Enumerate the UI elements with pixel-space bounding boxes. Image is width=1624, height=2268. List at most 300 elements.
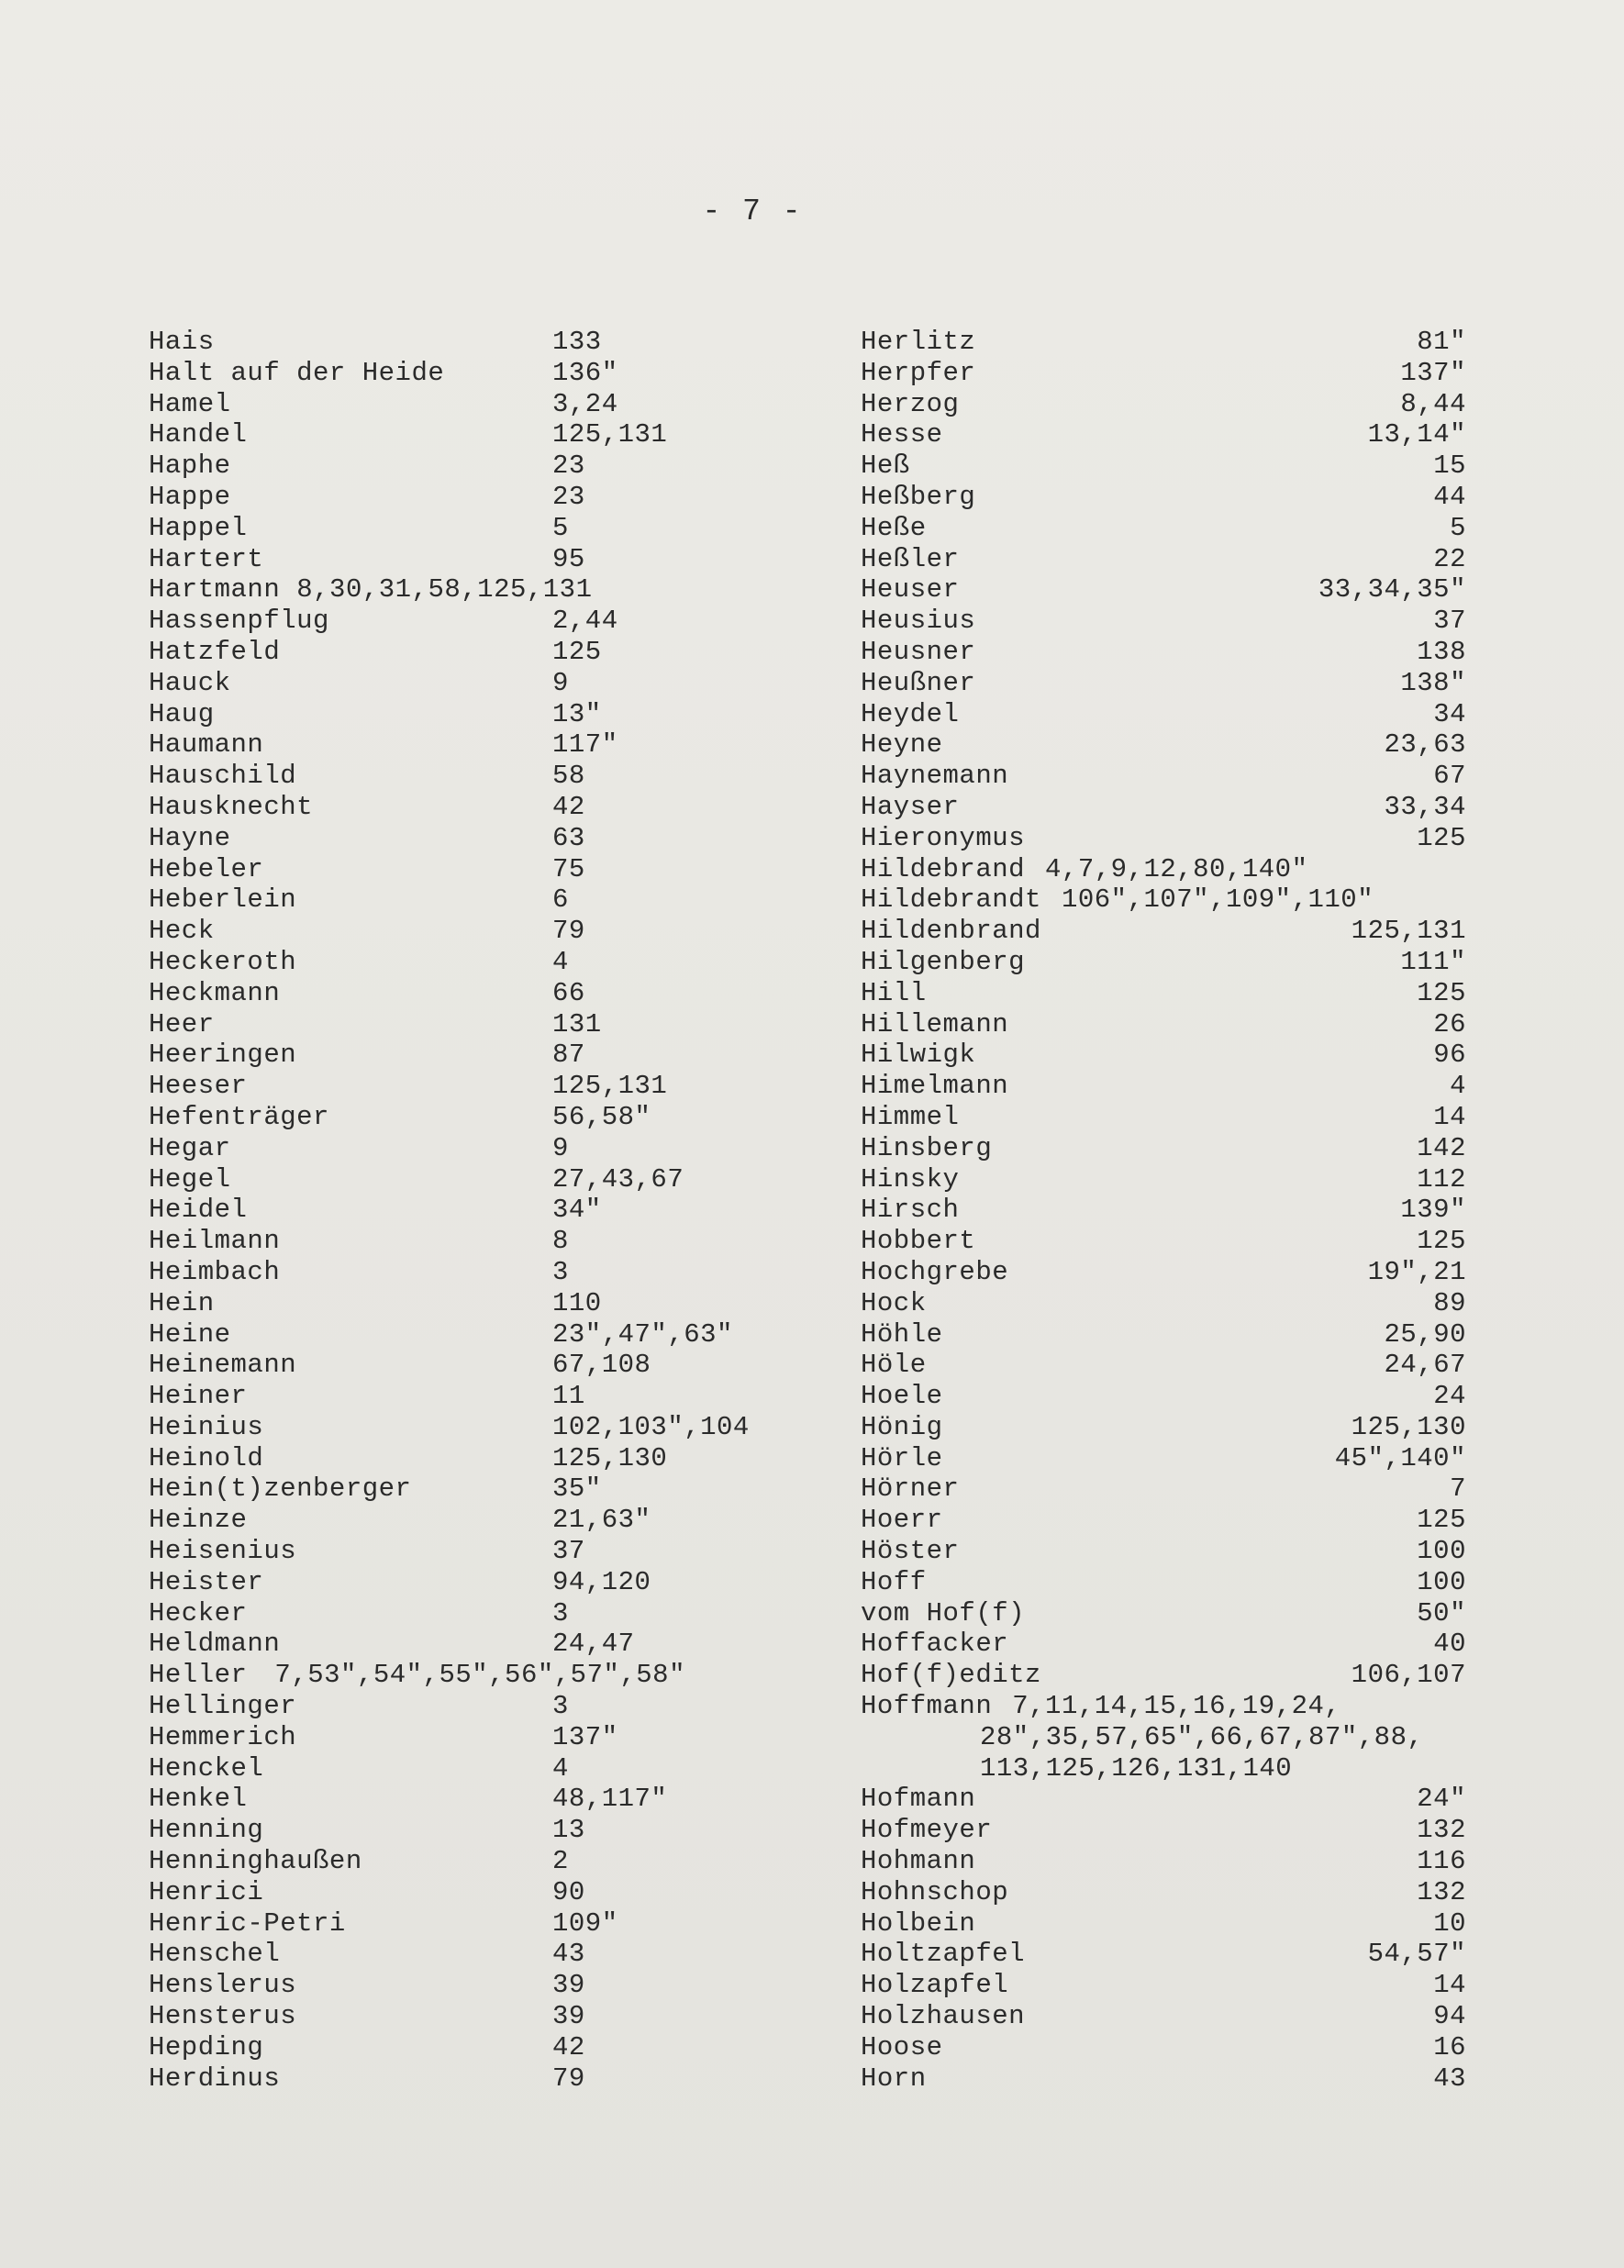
entry-name: Hayser bbox=[861, 791, 960, 822]
entry-pages: 9 bbox=[552, 667, 569, 698]
entry-pages: 24" bbox=[1417, 1784, 1466, 1815]
entry-name: Heß bbox=[861, 450, 910, 482]
entry-name: vom Hof(f) bbox=[861, 1597, 1026, 1629]
entry-name: Halt auf der Heide bbox=[149, 357, 445, 388]
entry-name: Himmel bbox=[861, 1101, 960, 1132]
entry-pages: 132 bbox=[1417, 1876, 1466, 1907]
entry-name: Höster bbox=[861, 1536, 960, 1567]
entry-name: Hillemann bbox=[861, 1008, 1009, 1040]
index-entry bbox=[861, 574, 1503, 606]
entry-pages: 11 bbox=[552, 1381, 585, 1412]
entry-pages: 67,108 bbox=[552, 1350, 651, 1381]
entry-pages-continued: 28",35,57,65",66,67,87",88, bbox=[980, 1721, 1424, 1752]
index-entry bbox=[149, 761, 828, 792]
index-entry bbox=[149, 1350, 828, 1381]
entry-name: Hoff bbox=[861, 1566, 927, 1597]
entry-pages: 54,57" bbox=[1367, 1939, 1466, 1970]
index-entry bbox=[149, 1970, 828, 2001]
entry-pages: 33,34,35" bbox=[1318, 574, 1466, 606]
entry-pages: 45",140" bbox=[1334, 1442, 1466, 1473]
entry-name: Hoose bbox=[861, 2031, 943, 2062]
entry-name: Hirsch bbox=[861, 1195, 960, 1226]
entry-pages: 25,90 bbox=[1384, 1318, 1466, 1350]
index-entry bbox=[861, 2001, 1503, 2032]
entry-pages: 14 bbox=[1433, 1970, 1466, 2001]
entry-pages: 75 bbox=[552, 853, 585, 884]
entry-pages: 4,7,9,12,80,140" bbox=[1045, 853, 1308, 884]
index-entry bbox=[149, 1288, 828, 1319]
index-entry bbox=[149, 792, 828, 823]
entry-name: Heinemann bbox=[149, 1350, 297, 1381]
index-entry bbox=[149, 419, 828, 450]
entry-pages: 132 bbox=[1417, 1815, 1466, 1846]
index-entry bbox=[149, 1226, 828, 1257]
index-entry bbox=[149, 574, 828, 606]
entry-name: Heldmann bbox=[149, 1629, 281, 1660]
index-entry bbox=[149, 1815, 828, 1846]
index-entry bbox=[861, 668, 1503, 699]
entry-pages: 22 bbox=[1433, 543, 1466, 574]
index-entry bbox=[861, 358, 1503, 389]
entry-pages: 34" bbox=[552, 1195, 602, 1226]
index-entry bbox=[149, 482, 828, 513]
entry-pages: 23,63 bbox=[1384, 729, 1466, 761]
entry-pages: 112 bbox=[1417, 1163, 1466, 1195]
index-entry bbox=[861, 513, 1503, 544]
entry-pages: 142 bbox=[1417, 1132, 1466, 1163]
entry-name: Hohnschop bbox=[861, 1876, 1009, 1907]
index-entry bbox=[861, 1691, 1503, 1722]
entry-pages: 66 bbox=[552, 977, 585, 1008]
entry-name: Holtzapfel bbox=[861, 1939, 1026, 1970]
entry-name: Hohmann bbox=[861, 1846, 976, 1877]
entry-pages: 136" bbox=[552, 357, 618, 388]
entry-name: Heiner bbox=[149, 1381, 248, 1412]
entry-name: Happel bbox=[149, 512, 248, 543]
index-entry bbox=[861, 761, 1503, 792]
entry-name: Henslerus bbox=[149, 1970, 297, 2001]
index-entry bbox=[861, 1350, 1503, 1381]
entry-pages: 40 bbox=[1433, 1629, 1466, 1660]
entry-pages: 13 bbox=[552, 1815, 585, 1846]
entry-pages: 96 bbox=[1433, 1040, 1466, 1071]
index-entry bbox=[149, 1784, 828, 1815]
entry-pages: 23 bbox=[552, 450, 585, 482]
index-entry bbox=[861, 1629, 1503, 1660]
entry-name: Heyne bbox=[861, 729, 943, 761]
entry-name: Heinze bbox=[149, 1505, 248, 1536]
entry-name: Heister bbox=[149, 1566, 264, 1597]
index-entry bbox=[861, 854, 1503, 885]
entry-pages: 79 bbox=[552, 2062, 585, 2094]
entry-pages: 90 bbox=[552, 1876, 585, 1907]
entry-pages: 42 bbox=[552, 2031, 585, 2062]
index-entry bbox=[861, 1660, 1503, 1691]
entry-pages: 110 bbox=[552, 1287, 602, 1318]
entry-pages: 42 bbox=[552, 791, 585, 822]
index-entry bbox=[861, 1009, 1503, 1040]
entry-name: Heßler bbox=[861, 543, 960, 574]
entry-pages: 24,67 bbox=[1384, 1350, 1466, 1381]
index-entry bbox=[861, 1970, 1503, 2001]
index-entry bbox=[861, 1598, 1503, 1629]
entry-name: Heimbach bbox=[149, 1256, 281, 1287]
entry-pages: 8 bbox=[552, 1226, 569, 1257]
entry-pages: 2,44 bbox=[552, 606, 618, 637]
entry-pages: 125,130 bbox=[1351, 1411, 1466, 1442]
index-entry bbox=[861, 916, 1503, 947]
entry-pages: 94 bbox=[1433, 2001, 1466, 2032]
index-entry bbox=[149, 884, 828, 916]
entry-pages: 34 bbox=[1433, 698, 1466, 729]
entry-name: Hörle bbox=[861, 1442, 943, 1473]
entry-name: Hassenpflug bbox=[149, 606, 329, 637]
entry-name: Heße bbox=[861, 512, 927, 543]
entry-name: Herzog bbox=[861, 388, 960, 419]
index-entry bbox=[149, 1164, 828, 1195]
entry-name: Hilgenberg bbox=[861, 946, 1026, 977]
entry-name: Hobbert bbox=[861, 1226, 976, 1257]
entry-name: Hellinger bbox=[149, 1691, 297, 1722]
index-entry bbox=[861, 1319, 1503, 1351]
index-entry bbox=[149, 1660, 828, 1691]
index-entry bbox=[149, 637, 828, 668]
index-entry bbox=[861, 327, 1503, 358]
entry-name: Hayne bbox=[149, 822, 231, 853]
index-entry bbox=[149, 1722, 828, 1753]
index-entry bbox=[861, 947, 1503, 978]
entry-pages: 5 bbox=[552, 512, 569, 543]
left-index-column bbox=[149, 327, 828, 2094]
index-entry bbox=[149, 1102, 828, 1133]
entry-name: Heuser bbox=[861, 574, 960, 606]
entry-pages: 24,47 bbox=[552, 1629, 635, 1660]
entry-name: Hill bbox=[861, 977, 927, 1008]
entry-pages: 24 bbox=[1433, 1381, 1466, 1412]
entry-pages: 7,11,14,15,16,19,24, bbox=[1012, 1691, 1341, 1722]
entry-name: Heidel bbox=[149, 1195, 248, 1226]
entry-name: Höle bbox=[861, 1350, 927, 1381]
entry-pages: 3 bbox=[552, 1691, 569, 1722]
entry-name: Höhle bbox=[861, 1318, 943, 1350]
entry-pages: 13,14" bbox=[1367, 419, 1466, 450]
entry-name: Himelmann bbox=[861, 1071, 1009, 1102]
index-entry bbox=[149, 699, 828, 730]
index-entry bbox=[149, 1846, 828, 1877]
entry-pages: 9 bbox=[552, 1132, 569, 1163]
entry-name: Hoffmann bbox=[861, 1691, 993, 1722]
index-entry bbox=[149, 1195, 828, 1226]
entry-pages: 138 bbox=[1417, 636, 1466, 667]
entry-pages: 100 bbox=[1417, 1536, 1466, 1567]
index-entry bbox=[149, 1908, 828, 1940]
index-entry bbox=[861, 1133, 1503, 1164]
entry-pages: 58 bbox=[552, 761, 585, 792]
index-entry bbox=[861, 1040, 1503, 1071]
entry-pages: 8,44 bbox=[1400, 388, 1466, 419]
entry-name: Hein bbox=[149, 1287, 215, 1318]
entry-name: Horn bbox=[861, 2062, 927, 2094]
entry-name: Haynemann bbox=[861, 761, 1009, 792]
entry-pages: 3 bbox=[552, 1256, 569, 1287]
index-entry bbox=[861, 1846, 1503, 1877]
entry-pages: 35" bbox=[552, 1473, 602, 1505]
index-entry bbox=[861, 1164, 1503, 1195]
index-entry bbox=[149, 1443, 828, 1474]
entry-pages: 23 bbox=[552, 481, 585, 512]
index-entry bbox=[861, 2032, 1503, 2063]
entry-pages: 27,43,67 bbox=[552, 1163, 684, 1195]
entry-name: Hatzfeld bbox=[149, 636, 281, 667]
entry-name: Holzhausen bbox=[861, 2001, 1026, 2032]
index-entry bbox=[149, 327, 828, 358]
entry-pages: 102,103",104 bbox=[552, 1411, 750, 1442]
entry-pages: 2 bbox=[552, 1846, 569, 1877]
entry-pages: 125,130 bbox=[552, 1442, 668, 1473]
entry-name: Hamel bbox=[149, 388, 231, 419]
entry-pages: 39 bbox=[552, 2001, 585, 2032]
entry-name: Heilmann bbox=[149, 1226, 281, 1257]
index-entry bbox=[861, 792, 1503, 823]
entry-name: Heßberg bbox=[861, 481, 976, 512]
index-entry bbox=[861, 1908, 1503, 1940]
index-entry bbox=[861, 1381, 1503, 1412]
entry-name: Herpfer bbox=[861, 357, 976, 388]
index-entry bbox=[149, 358, 828, 389]
index-entry bbox=[149, 1040, 828, 1071]
index-entry bbox=[149, 513, 828, 544]
entry-name: Hildebrand bbox=[861, 853, 1026, 884]
index-entry bbox=[861, 1071, 1503, 1102]
entry-name: Henric-Petri bbox=[149, 1907, 346, 1939]
entry-pages: 10 bbox=[1433, 1907, 1466, 1939]
index-entry bbox=[149, 1009, 828, 1040]
entry-pages: 125 bbox=[1417, 1505, 1466, 1536]
entry-pages: 109" bbox=[552, 1907, 618, 1939]
entry-name: Heeser bbox=[149, 1071, 248, 1102]
index-entry bbox=[149, 1473, 828, 1505]
entry-pages: 125,131 bbox=[552, 1071, 668, 1102]
entry-name: Henschel bbox=[149, 1939, 281, 1970]
index-entry bbox=[149, 1536, 828, 1567]
entry-pages: 56,58" bbox=[552, 1101, 651, 1132]
entry-pages: 8,30,31,58,125,131 bbox=[296, 574, 593, 606]
entry-name: Hauschild bbox=[149, 761, 297, 792]
index-entry bbox=[149, 947, 828, 978]
entry-pages: 5 bbox=[1450, 512, 1466, 543]
entry-name: Heckmann bbox=[149, 977, 281, 1008]
entry-name: Heine bbox=[149, 1318, 231, 1350]
index-entry bbox=[861, 699, 1503, 730]
entry-name: Hausknecht bbox=[149, 791, 314, 822]
entry-pages: 111" bbox=[1400, 946, 1466, 977]
index-entry bbox=[149, 1691, 828, 1722]
entry-name: Hinsberg bbox=[861, 1132, 993, 1163]
entry-name: Hieronymus bbox=[861, 822, 1026, 853]
index-entry bbox=[149, 2063, 828, 2095]
entry-name: Hilwigk bbox=[861, 1040, 976, 1071]
index-entry bbox=[149, 1505, 828, 1536]
index-entry bbox=[149, 1629, 828, 1660]
entry-name: Henning bbox=[149, 1815, 264, 1846]
entry-pages: 33,34 bbox=[1384, 791, 1466, 822]
entry-name: Henrici bbox=[149, 1876, 264, 1907]
entry-pages: 44 bbox=[1433, 481, 1466, 512]
index-entry bbox=[149, 2001, 828, 2032]
entry-pages: 67 bbox=[1433, 761, 1466, 792]
index-entry bbox=[861, 482, 1503, 513]
entry-pages: 39 bbox=[552, 1970, 585, 2001]
entry-name: Hartert bbox=[149, 543, 264, 574]
entry-pages: 50" bbox=[1417, 1597, 1466, 1629]
index-entry bbox=[149, 1257, 828, 1288]
entry-name: Haphe bbox=[149, 450, 231, 482]
entry-pages: 15 bbox=[1433, 450, 1466, 482]
entry-name: Hildenbrand bbox=[861, 916, 1041, 947]
index-entry bbox=[149, 668, 828, 699]
entry-pages: 125,131 bbox=[1351, 916, 1466, 947]
index-entry bbox=[149, 544, 828, 575]
index-entry bbox=[149, 823, 828, 854]
entry-name: Hinsky bbox=[861, 1163, 960, 1195]
entry-name: Henninghaußen bbox=[149, 1846, 362, 1877]
entry-name: Holbein bbox=[861, 1907, 976, 1939]
index-entry bbox=[861, 1815, 1503, 1846]
index-entry bbox=[861, 1939, 1503, 1970]
entry-name: Hemmerich bbox=[149, 1721, 297, 1752]
entry-name: Hofmeyer bbox=[861, 1815, 993, 1846]
entry-name: Hof(f)editz bbox=[861, 1660, 1041, 1691]
entry-name: Holzapfel bbox=[861, 1970, 1009, 2001]
entry-name: Hegel bbox=[149, 1163, 231, 1195]
entry-pages: 37 bbox=[1433, 606, 1466, 637]
entry-pages: 138" bbox=[1400, 667, 1466, 698]
index-entry bbox=[861, 1257, 1503, 1288]
entry-name: Hofmann bbox=[861, 1784, 976, 1815]
index-entry bbox=[149, 1877, 828, 1908]
index-entry bbox=[861, 606, 1503, 637]
entry-pages: 137" bbox=[1400, 357, 1466, 388]
entry-pages: 81" bbox=[1417, 327, 1466, 357]
entry-pages: 131 bbox=[552, 1008, 602, 1040]
index-entry bbox=[861, 544, 1503, 575]
entry-name: Hildebrandt bbox=[861, 884, 1041, 916]
entry-pages: 19",21 bbox=[1367, 1256, 1466, 1287]
entry-pages: 106",107",109",110" bbox=[1061, 884, 1374, 916]
entry-pages: 125 bbox=[1417, 977, 1466, 1008]
entry-pages: 106,107 bbox=[1351, 1660, 1466, 1691]
entry-name: Herdinus bbox=[149, 2062, 281, 2094]
index-entry bbox=[149, 1133, 828, 1164]
right-index-column bbox=[861, 327, 1503, 2094]
entry-pages: 7 bbox=[1450, 1473, 1466, 1505]
index-entry bbox=[861, 1877, 1503, 1908]
entry-pages: 4 bbox=[552, 1752, 569, 1784]
entry-name: Hais bbox=[149, 327, 215, 357]
entry-name: Heberlein bbox=[149, 884, 297, 916]
entry-name: Henkel bbox=[149, 1784, 248, 1815]
index-entry bbox=[149, 1381, 828, 1412]
entry-pages: 125,131 bbox=[552, 419, 668, 450]
entry-name: Hensterus bbox=[149, 2001, 297, 2032]
entry-name: Heer bbox=[149, 1008, 215, 1040]
entry-name: Hoele bbox=[861, 1381, 943, 1412]
entry-pages: 26 bbox=[1433, 1008, 1466, 1040]
index-entry bbox=[861, 1567, 1503, 1598]
entry-name: Hochgrebe bbox=[861, 1256, 1009, 1287]
entry-pages: 4 bbox=[1450, 1071, 1466, 1102]
entry-name: Heisenius bbox=[149, 1536, 297, 1567]
entry-pages: 43 bbox=[552, 1939, 585, 1970]
entry-pages-continued: 113,125,126,131,140 bbox=[980, 1752, 1293, 1784]
entry-pages: 7,53",54",55",56",57",58" bbox=[274, 1660, 685, 1691]
entry-name: Hegar bbox=[149, 1132, 231, 1163]
entry-name: Heußner bbox=[861, 667, 976, 698]
entry-pages: 63 bbox=[552, 822, 585, 853]
entry-name: Hönig bbox=[861, 1411, 943, 1442]
entry-name: Hebeler bbox=[149, 853, 264, 884]
index-entry bbox=[149, 389, 828, 420]
entry-name: Heeringen bbox=[149, 1040, 297, 1071]
index-entry bbox=[149, 2032, 828, 2063]
index-entry bbox=[149, 606, 828, 637]
index-entry bbox=[861, 419, 1503, 450]
entry-name: Hesse bbox=[861, 419, 943, 450]
entry-pages: 6 bbox=[552, 884, 569, 916]
index-entry bbox=[861, 450, 1503, 482]
index-entry bbox=[149, 729, 828, 761]
index-entry bbox=[861, 823, 1503, 854]
index-entry bbox=[149, 1567, 828, 1598]
index-entry bbox=[149, 978, 828, 1009]
entry-name: Hecker bbox=[149, 1597, 248, 1629]
index-entry bbox=[861, 1288, 1503, 1319]
index-entry bbox=[861, 1536, 1503, 1567]
entry-pages: 3 bbox=[552, 1597, 569, 1629]
entry-pages: 37 bbox=[552, 1536, 585, 1567]
index-entry bbox=[861, 1226, 1503, 1257]
index-entry bbox=[149, 916, 828, 947]
entry-pages: 100 bbox=[1417, 1566, 1466, 1597]
index-entry bbox=[149, 450, 828, 482]
index-entry bbox=[861, 1102, 1503, 1133]
entry-name: Herlitz bbox=[861, 327, 976, 357]
entry-name: Hoffacker bbox=[861, 1629, 1009, 1660]
entry-name: Heinold bbox=[149, 1442, 264, 1473]
index-entry bbox=[861, 1505, 1503, 1536]
entry-pages: 23",47",63" bbox=[552, 1318, 733, 1350]
index-entry bbox=[861, 2063, 1503, 2095]
entry-name: Heusner bbox=[861, 636, 976, 667]
entry-pages: 13" bbox=[552, 698, 602, 729]
index-entry bbox=[861, 1784, 1503, 1815]
entry-pages: 87 bbox=[552, 1040, 585, 1071]
index-entry bbox=[149, 1598, 828, 1629]
entry-name: Haug bbox=[149, 698, 215, 729]
entry-name: Hauck bbox=[149, 667, 231, 698]
entry-pages: 117" bbox=[552, 729, 618, 761]
entry-pages: 94,120 bbox=[552, 1566, 651, 1597]
entry-pages: 43 bbox=[1433, 2062, 1466, 2094]
index-entry bbox=[149, 1939, 828, 1970]
index-entry bbox=[149, 1753, 828, 1784]
entry-pages: 48,117" bbox=[552, 1784, 668, 1815]
entry-pages: 137" bbox=[552, 1721, 618, 1752]
entry-pages: 89 bbox=[1433, 1287, 1466, 1318]
entry-pages: 14 bbox=[1433, 1101, 1466, 1132]
entry-name: Heckeroth bbox=[149, 946, 297, 977]
entry-name: Happe bbox=[149, 481, 231, 512]
